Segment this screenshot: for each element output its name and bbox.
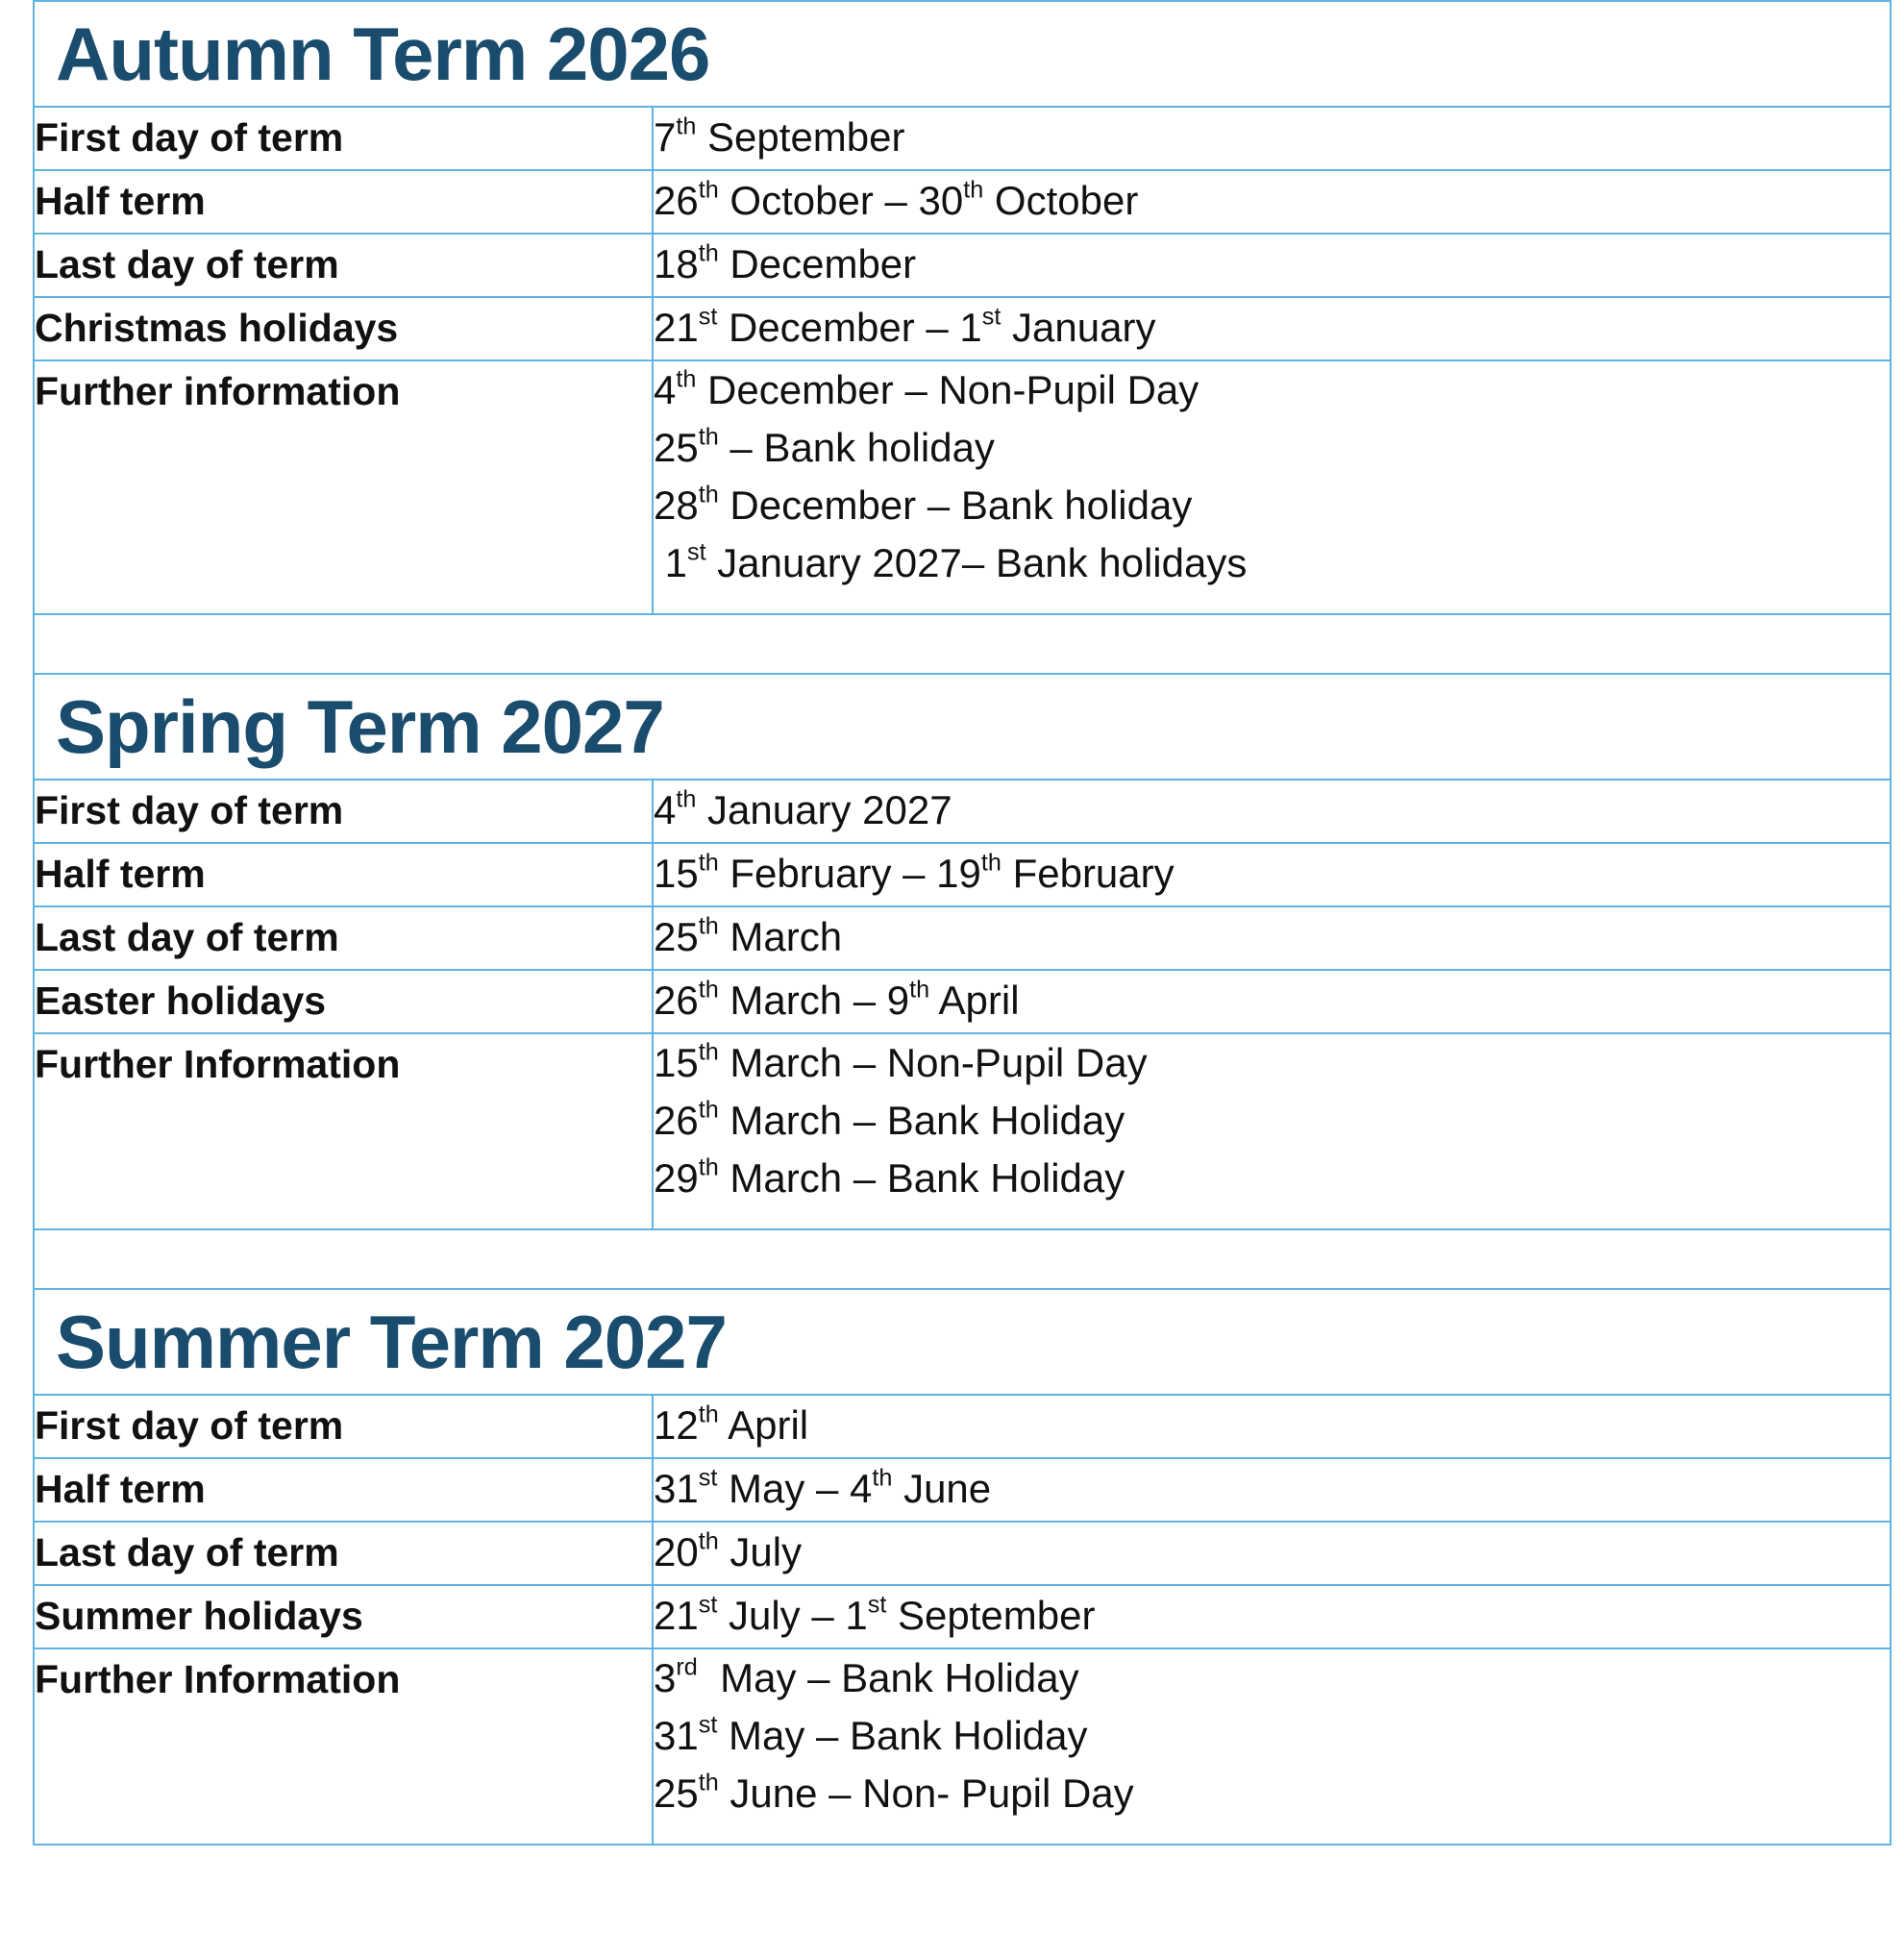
term-title: Summer Term 2027 — [56, 1300, 727, 1384]
row-value — [653, 780, 1891, 843]
row-label — [34, 1395, 653, 1458]
row-label — [34, 906, 653, 970]
term-row-last-day-of-term — [34, 1522, 1891, 1585]
term-heading-row — [34, 674, 1891, 780]
row-label — [34, 297, 653, 360]
term-row-last-day-of-term — [34, 906, 1891, 970]
row-value — [653, 970, 1891, 1033]
row-value — [653, 1395, 1891, 1458]
row-value-line: 15th March – Non-Pupil Day — [654, 1038, 1148, 1085]
row-label-text: Half term — [35, 179, 206, 223]
row-label-text: First day of term — [35, 115, 344, 160]
term-row-easter-holidays — [34, 970, 1891, 1033]
row-label-text: First day of term — [35, 788, 344, 832]
term-title: Autumn Term 2026 — [56, 12, 710, 96]
row-value-line: 31st May – 4th June — [654, 1464, 992, 1511]
term-spacer-row — [34, 614, 1891, 674]
row-value — [653, 1585, 1891, 1648]
row-label — [34, 1033, 653, 1229]
row-value — [653, 1648, 1891, 1845]
row-label-text: Last day of term — [35, 915, 339, 959]
row-value-line: 28th December – Bank holiday — [654, 481, 1193, 528]
row-label — [34, 1585, 653, 1648]
row-value — [653, 297, 1891, 360]
row-value — [653, 360, 1891, 614]
row-value-line: 12th April — [654, 1400, 809, 1448]
row-label-text: Half term — [35, 1467, 206, 1511]
row-value-line: 21st December – 1st January — [654, 303, 1156, 350]
term-row-first-day-of-term — [34, 1395, 1891, 1458]
row-label — [34, 843, 653, 906]
row-value — [653, 1458, 1891, 1522]
term-row-half-term — [34, 843, 1891, 906]
row-label-text: First day of term — [35, 1403, 344, 1448]
term-row-half-term — [34, 170, 1891, 234]
row-label-text: Further information — [35, 369, 401, 413]
row-label-text: Easter holidays — [35, 979, 327, 1023]
row-label — [34, 780, 653, 843]
row-label-text: Further Information — [35, 1657, 401, 1701]
row-value-line: 15th February – 19th February — [654, 849, 1175, 896]
term-row-first-day-of-term — [34, 780, 1891, 843]
row-label-text: Further Information — [35, 1042, 401, 1086]
term-row-last-day-of-term — [34, 234, 1891, 297]
row-label-text: Christmas holidays — [35, 306, 399, 350]
row-label — [34, 1648, 653, 1845]
row-label — [34, 107, 653, 170]
row-label — [34, 360, 653, 614]
row-label — [34, 234, 653, 297]
row-label — [34, 1458, 653, 1522]
row-value-line: 4th January 2027 — [654, 785, 952, 832]
row-label-text: Summer holidays — [35, 1594, 363, 1638]
term-dates-document — [33, 0, 1890, 1846]
term-row-further-information — [34, 360, 1891, 614]
row-value-line: 4th December – Non-Pupil Day — [654, 365, 1199, 412]
row-value-line: 21st July – 1st September — [654, 1591, 1096, 1638]
row-label-text: Last day of term — [35, 242, 339, 286]
row-value — [653, 1033, 1891, 1229]
term-row-christmas-holidays — [34, 297, 1891, 360]
row-value-line: 29th March – Bank Holiday — [654, 1153, 1125, 1201]
row-value — [653, 1522, 1891, 1585]
row-label-text: Half term — [35, 852, 206, 896]
term-row-first-day-of-term — [34, 107, 1891, 170]
term-row-further-information — [34, 1033, 1891, 1229]
row-value-line: 3rd May – Bank Holiday — [654, 1653, 1079, 1700]
row-value-line: 25th March — [654, 912, 843, 959]
row-label — [34, 170, 653, 234]
row-value-line: 26th March – 9th April — [654, 976, 1020, 1023]
row-value-line: 1st January 2027– Bank holidays — [654, 538, 1248, 585]
term-dates-table — [33, 0, 1892, 1846]
row-label-text: Last day of term — [35, 1530, 339, 1574]
row-value-line: 26th October – 30th October — [654, 176, 1139, 223]
row-value — [653, 107, 1891, 170]
row-value — [653, 843, 1891, 906]
row-value-line: 20th July — [654, 1527, 803, 1574]
row-value-line: 25th – Bank holiday — [654, 423, 995, 470]
term-spacer-row — [34, 1229, 1891, 1289]
term-row-summer-holidays — [34, 1585, 1891, 1648]
term-heading-row — [34, 1289, 1891, 1395]
term-title: Spring Term 2027 — [56, 684, 664, 769]
term-row-half-term — [34, 1458, 1891, 1522]
row-value-line: 26th March – Bank Holiday — [654, 1096, 1125, 1143]
row-label — [34, 1522, 653, 1585]
row-value-line: 31st May – Bank Holiday — [654, 1711, 1088, 1758]
row-value — [653, 906, 1891, 970]
row-label — [34, 970, 653, 1033]
row-value-line: 7th September — [654, 112, 905, 160]
row-value — [653, 234, 1891, 297]
term-heading-row — [34, 1, 1891, 107]
row-value — [653, 170, 1891, 234]
row-value-line: 18th December — [654, 239, 917, 286]
row-value-line: 25th June – Non- Pupil Day — [654, 1769, 1134, 1816]
term-row-further-information — [34, 1648, 1891, 1845]
